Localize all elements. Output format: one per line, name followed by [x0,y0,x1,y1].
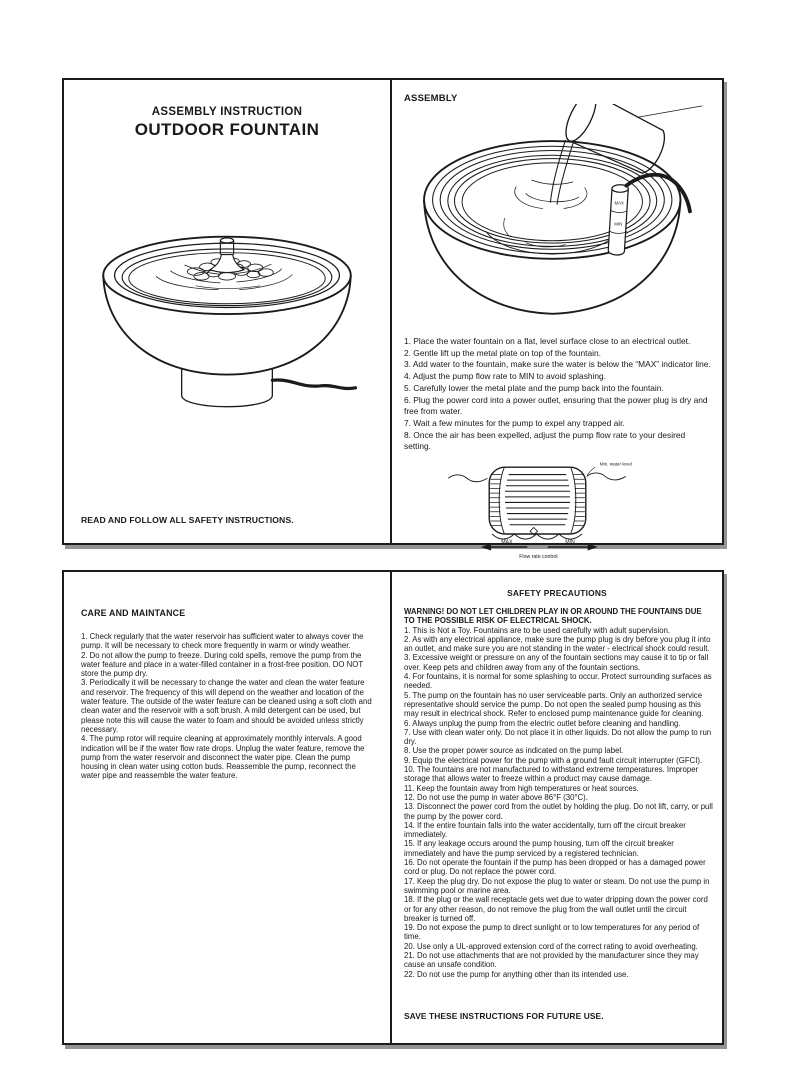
indicator-max-label: MAX [614,200,624,206]
page2-right-panel [392,572,722,1043]
assembly-step: 1. Place the water fountain on a flat, level surface close to an electrical outlet. [404,336,691,346]
flow-control-diagram [443,456,671,560]
doc-subtitle: ASSEMBLY INSTRUCTION [151,106,303,118]
safety-item: 18. If the plug or the wall receptacle gets wet due to water dripping down the power cord or for any other reason, do not remove the plug from the wall outlet until the circuit breaker is turned off. [404,895,708,923]
care-heading: CARE AND MAINTANCE [81,608,186,618]
safety-precautions-heading: SAFETY PRECAUTIONS [507,588,607,598]
assembly-pouring-illustration [409,104,705,330]
assembly-step: 5. Carefully lower the metal plate and the pump back into the fountain. [404,382,664,393]
assembly-step: 3. Add water to the fountain, make sure the water is below the “MAX” indicator line. [404,359,711,370]
safety-item: 7. Use with clean water only. Do not place it in other liquids. Do not allow the pump to run dry. [404,727,712,747]
assembly-step: 4. Adjust the pump flow rate to MIN to avoid splashing. [404,371,607,382]
save-instructions-note: SAVE THESE INSTRUCTIONS FOR FUTURE USE. [404,1011,604,1021]
title-block [64,106,390,140]
safety-item: 5. The pump on the fountain has no user serviceable parts. Only an authorized service representative should service the pump. Do not open the sealed pump housing as this may result in electrical shock. Refer to enclosed pump maintenance guide for cleaning. [404,690,704,719]
care-item: 1. Check regularly that the water reservoir has sufficient water to always cover the pump. It will be necessary to check more frequently in warm or windy weather. [81,632,364,651]
safety-item: 4. For fountains, it is normal for some splashing to occur. Protect surrounding surfaces as needed. [404,672,712,691]
care-item: 3. Periodically it will be necessary to change the water and clean the water feature and reservoir. The frequency of this will depend on the weather and location of the water feature. The outside of the water feature can be cleaned using a soft cloth and clean water and the reservoir with a soft brush. A mild detergent can be used, but please note this will cause the water to foam and should be avoided unless strictly necessary. [81,678,372,734]
page2-left-panel [64,572,392,1043]
safety-item: 13. Disconnect the power cord from the outlet by holding the plug. Do not lift, carry, or pull the pump by the power cord. [404,802,713,821]
safety-item: 12. Do not use the pump in water above 86°F (30°C). [404,792,588,802]
safety-warning: WARNING! DO NOT LET CHILDREN PLAY IN OR AROUND THE FOUNTAINS DUE TO THE POSSIBLE RISK OF ELECTRICAL SHOCK. [404,607,702,626]
assembly-heading: ASSEMBLY [404,93,458,104]
doc-title: OUTDOOR FOUNTAIN [134,120,320,139]
safety-items [404,626,713,979]
assembly-step: 8. Once the air has been expelled, adjust the pump flow rate to your desired setting. [404,429,686,452]
assembly-step: 6. Plug the power cord into a power outlet, ensuring that the power plug is dry and free from water. [404,394,708,417]
page-2 [62,570,724,1045]
safety-item: 3. Excessive weight or pressure on any of the fountain sections may cause it to tip or fall over. Keep pets and children away from any of the fountain sections. [404,653,709,672]
safety-note: READ AND FOLLOW ALL SAFETY INSTRUCTIONS. [81,515,294,525]
assembly-steps [404,336,714,453]
safety-item: 9. Equip the electrical power for the pump with a ground fault circuit interrupter (GFCI). [404,755,703,765]
safety-item: 8. Use the proper power source as indicated on the pump label. [404,746,624,756]
indicator-min-label: MIN [614,221,623,227]
safety-item: 1. This is Not a Toy. Fountains are to be used carefully with adult supervision. [404,625,671,635]
safety-item: 11. Keep the fountain away from high temperatures or heat sources. [404,783,639,793]
safety-item: 17. Keep the plug dry. Do not expose the plug to water or steam. Do not use the pump in swimming pool or marine area. [404,876,710,895]
safety-item: 16. Do not operate the fountain if the pump has been dropped or has a damaged power cord or plug. Do not replace the power cord. [404,858,706,877]
safety-item: 2. As with any electrical appliance, make sure the pump plug is dry before you plug it into an outlet, and make sure you are not standing in the water - electrical shock could result. [404,634,711,654]
safety-item: 20. Use only a UL-approved extension cord of the correct rating to avoid overheating. [404,941,698,951]
min-flow-label: MIN [565,539,575,546]
flow-rate-caption: Flow rate control [519,554,558,561]
safety-item: 6. Always unplug the pump from the electric outlet before cleaning and handling. [404,718,681,728]
assembly-step: 7. Wait a few minutes for the pump to expel any trapped air. [404,417,625,428]
assembly-step: 2. Gentle lift up the metal plate on top of the fountain. [404,347,601,358]
safety-item: 19. Do not expose the pump to direct sunlight or to low temperatures for any period of time. [404,923,700,942]
page-1 [62,78,724,561]
safety-body [404,607,713,979]
safety-item: 21. Do not use attachments that are not provided by the manufacturer since they may cause an unsafe condition. [404,950,699,970]
page1-right-panel [392,80,722,561]
safety-item: 15. If any leakage occurs around the pump housing, turn off the circuit breaker immediately and have the pump serviced by a registered technician. [404,839,674,858]
fountain-illustration [90,220,364,412]
min-water-level-label: Min. water level [599,461,632,467]
safety-item: 10. The fountains are not manufactured to withstand extreme temperatures. Improper storage that allows water to freeze within a product may cause damage. [404,765,699,784]
care-items [81,632,377,781]
safety-item: 14. If the entire fountain falls into the water accidentally, turn off the circuit breaker immediately. [404,820,686,840]
page1-left-panel [64,80,392,543]
safety-item: 22. Do not use the pump for anything other than its intended use. [404,969,629,979]
max-flow-label: MAX [501,539,513,546]
care-item: 2. Do not allow the pump to freeze. During cold spells, remove the pump from the water feature and place in a water-filled container in a frost-free position. DO NOT store the pump dry. [81,650,363,679]
care-item: 4. The pump rotor will require cleaning at approximately monthly intervals. A good indication will be if the water flow rate drops. Unplug the water feature, remove the pump from the water reservoir and disconnect the water pipe. Clean the pump housing in clean water using cotton buds. Reassemble the pump, reconnect the water pipe and reassemble the water feature. [81,734,365,781]
